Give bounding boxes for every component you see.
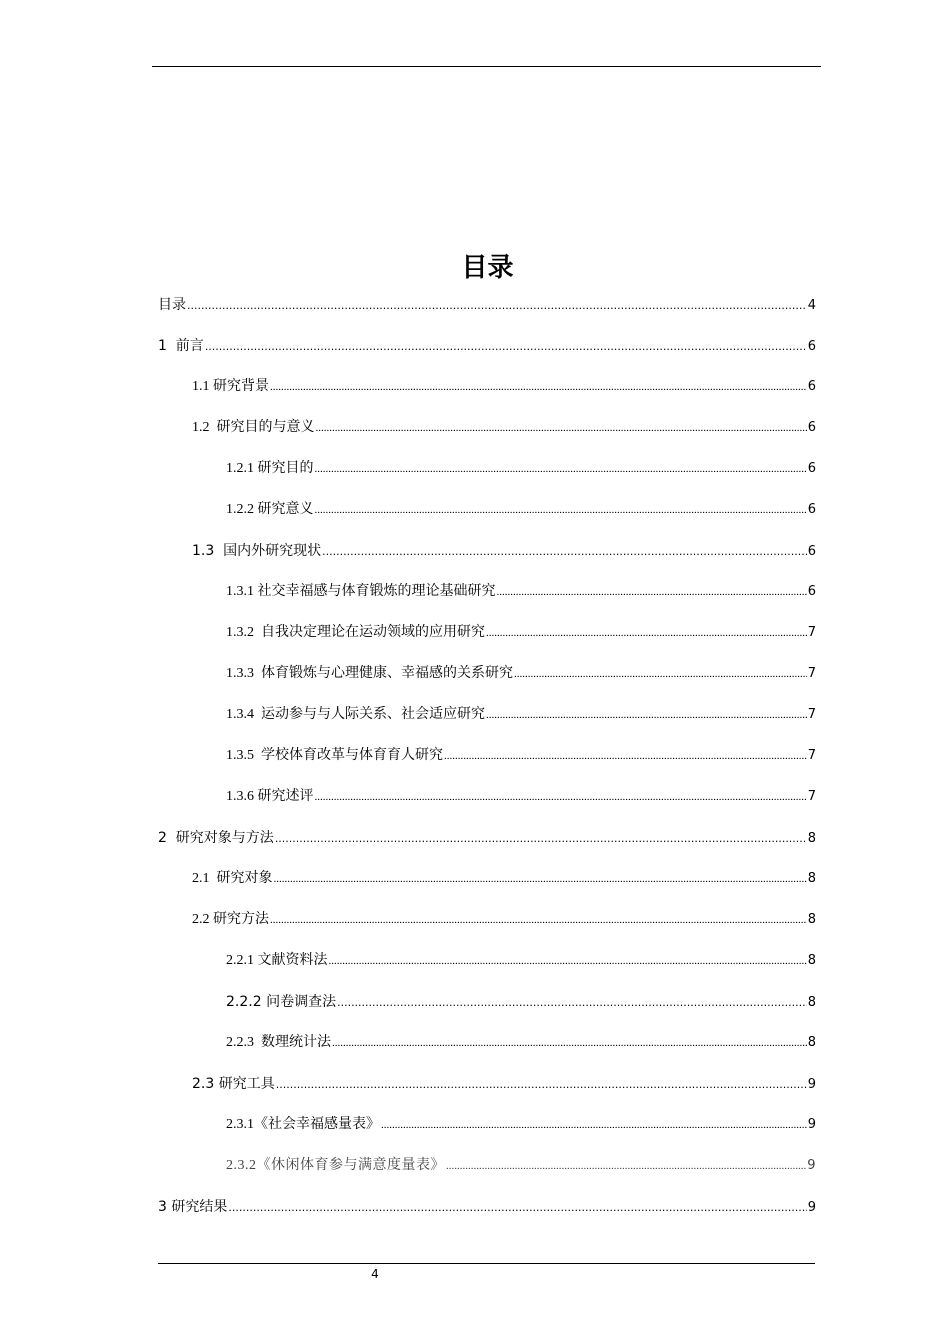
toc-entry-page-number: 9	[807, 1158, 816, 1173]
toc-entry-label: 1.3.6 研究述评	[226, 789, 314, 804]
toc-entry-label: 2 研究对象与方法	[158, 830, 274, 846]
toc-dot-leader	[228, 1196, 806, 1220]
toc-dot-leader	[444, 744, 807, 768]
toc-dot-leader	[274, 867, 807, 891]
toc-entry-page-number: 8	[807, 831, 816, 846]
toc-entry-page-number: 7	[807, 666, 816, 681]
toc-entry[interactable]	[192, 908, 816, 932]
toc-entry[interactable]	[192, 1072, 816, 1096]
toc-dot-leader	[275, 827, 807, 851]
toc-entry-label: 2.3.1《社会幸福感量表》	[226, 1117, 380, 1132]
toc-entry[interactable]	[192, 539, 816, 563]
toc-entry-label: 1 前言	[158, 338, 204, 354]
toc-entry[interactable]	[192, 375, 816, 399]
toc-entry[interactable]	[226, 1113, 816, 1137]
toc-dot-leader	[270, 908, 807, 932]
toc-dot-leader	[337, 991, 807, 1015]
toc-entry[interactable]	[226, 621, 816, 645]
toc-entry-page-number: 9	[807, 1077, 816, 1092]
toc-entry-label: 2.2 研究方法	[192, 912, 269, 927]
toc-dot-leader	[315, 457, 807, 481]
toc-dot-leader	[315, 498, 807, 522]
toc-entry-label: 目录	[158, 297, 186, 313]
toc-entry[interactable]	[226, 580, 816, 604]
toc-entry-label: 2.2.1 文献资料法	[226, 953, 328, 968]
toc-entry-label: 1.1 研究背景	[192, 379, 269, 394]
toc-dot-leader	[486, 703, 807, 727]
toc-entry[interactable]	[226, 990, 816, 1014]
toc-dot-leader	[514, 662, 807, 686]
footer-rule	[158, 1263, 815, 1264]
toc-entry-label: 1.3.4 运动参与与人际关系、社会适应研究	[226, 707, 485, 722]
toc-entry-label: 1.2.2 研究意义	[226, 502, 314, 517]
toc-entry-page-number: 8	[807, 953, 816, 968]
toc-entry-label: 3 研究结果	[158, 1199, 228, 1215]
toc-entry-label: 2.3 研究工具	[192, 1076, 275, 1092]
toc-entry[interactable]	[226, 703, 816, 727]
toc-entry-label: 1.3.1 社交幸福感与体育锻炼的理论基础研究	[226, 584, 496, 599]
toc-entry[interactable]	[226, 785, 816, 809]
toc-dot-leader	[446, 1154, 806, 1178]
toc-entry[interactable]	[226, 949, 816, 973]
toc-entry[interactable]	[158, 293, 816, 317]
toc-entry-page-number: 6	[807, 584, 816, 599]
toc-entry-page-number: 6	[807, 420, 816, 435]
toc-entry-page-number: 7	[807, 707, 816, 722]
toc-entry[interactable]	[226, 498, 816, 522]
toc-entry-label: 2.2.3 数理统计法	[226, 1035, 331, 1050]
toc-entry-page-number: 8	[807, 912, 816, 927]
toc-entry-page-number: 7	[807, 789, 816, 804]
toc-entry[interactable]	[192, 416, 816, 440]
header-rule	[152, 66, 821, 67]
toc-entry-label: 1.2.1 研究目的	[226, 461, 314, 476]
toc-entry-label: 1.3.2 自我决定理论在运动领域的应用研究	[226, 625, 485, 640]
toc-dot-leader	[497, 580, 807, 604]
toc-dot-leader	[315, 785, 807, 809]
toc-entry-label: 2.3.2《休闲体育参与满意度量表》	[226, 1158, 445, 1173]
toc-entry-page-number: 6	[807, 502, 816, 517]
toc-entry-page-number: 8	[807, 1035, 816, 1050]
toc-entry-page-number: 8	[807, 871, 816, 886]
toc-entry-page-number: 6	[807, 339, 816, 354]
toc-dot-leader	[486, 621, 807, 645]
toc-entry-label: 1.3.5 学校体育改革与体育育人研究	[226, 748, 443, 763]
toc-entry[interactable]	[226, 1031, 816, 1055]
toc-entry-page-number: 6	[807, 379, 816, 394]
toc-entry-page-number: 9	[807, 1117, 816, 1132]
toc-entry-page-number: 7	[807, 625, 816, 640]
toc-entry-label: 1.2 研究目的与意义	[192, 420, 315, 435]
toc-dot-leader	[187, 294, 807, 318]
toc-dot-leader	[316, 416, 807, 440]
toc-entry-page-number: 6	[807, 544, 816, 559]
toc-entry-label: 1.3 国内外研究现状	[192, 543, 322, 559]
toc-dot-leader	[329, 949, 807, 973]
toc-title: 目录	[461, 253, 514, 283]
toc-entry[interactable]	[226, 1154, 816, 1178]
toc-entry-page-number: 8	[807, 995, 816, 1010]
toc-entry[interactable]	[158, 334, 816, 358]
toc-entry-page-number: 9	[807, 1200, 816, 1215]
toc-entry[interactable]	[226, 662, 816, 686]
toc-entry[interactable]	[192, 867, 816, 891]
page-number: 4	[371, 1267, 379, 1281]
toc-entry[interactable]	[158, 826, 816, 850]
toc-entry[interactable]	[226, 457, 816, 481]
toc-entry-page-number: 4	[807, 298, 816, 313]
toc-entry-page-number: 7	[807, 748, 816, 763]
toc-dot-leader	[205, 335, 807, 359]
toc-dot-leader	[276, 1073, 807, 1097]
toc-entry-page-number: 6	[807, 461, 816, 476]
toc-dot-leader	[322, 540, 807, 564]
toc-entry[interactable]	[158, 1195, 816, 1219]
toc-entry-label: 2.2.2 问卷调查法	[226, 994, 337, 1010]
toc-entry[interactable]	[226, 744, 816, 768]
toc-entry-label: 2.1 研究对象	[192, 871, 273, 886]
toc-entry-label: 1.3.3 体育锻炼与心理健康、幸福感的关系研究	[226, 666, 513, 681]
toc-dot-leader	[381, 1113, 807, 1137]
toc-dot-leader	[270, 375, 807, 399]
toc-dot-leader	[332, 1031, 807, 1055]
